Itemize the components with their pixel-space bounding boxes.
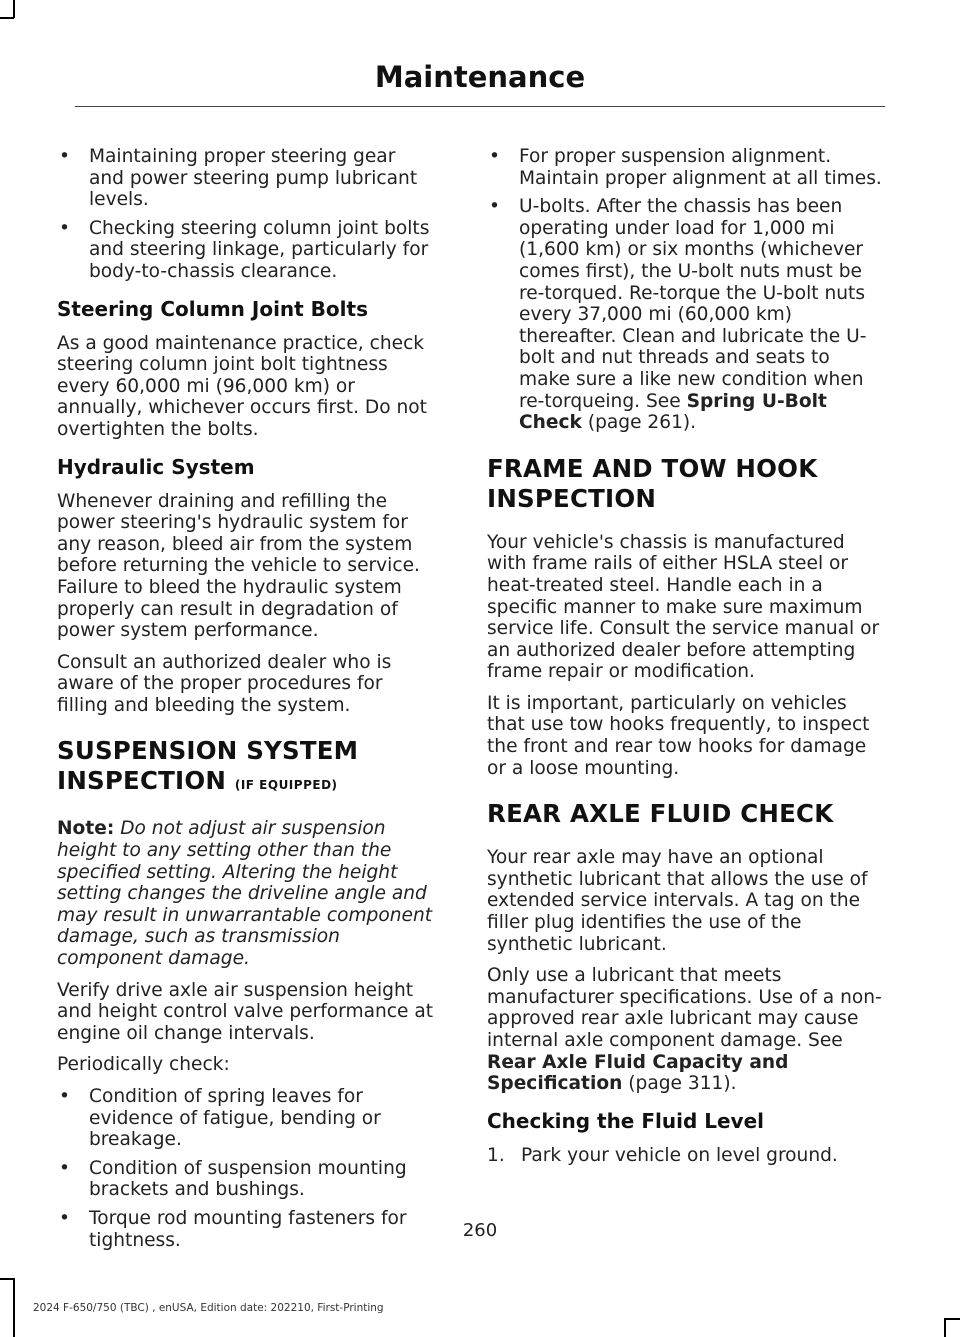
spring-ubolt-link[interactable]: Spring U-Bolt Check [519,390,827,434]
rear-axle-capacity-link[interactable]: Rear Axle Fluid Capacity and Specification [487,1051,789,1095]
hydraulic-paragraph-2: Consult an authorized dealer who is aware of the proper procedures for filling and bleeding the system. [57,651,392,716]
crop-mark-bottom-right-horizontal [944,1318,960,1320]
crop-mark-bottom-left [13,1278,15,1337]
list-item [487,196,882,434]
list-item: • Condition of suspension mounting brackets and bushings. [57,1158,435,1201]
page-title: Maintenance [374,60,586,94]
note-text: Do not adjust air suspension height to any setting other than the specified setting. Altering the height setting changes the driveline angle and may result in unwarrantable component damage, such as transmission component damage. [57,818,433,970]
frame-paragraph-2: It is important, particularly on vehicles that use tow hooks frequently, to inspect the front and rear tow hooks for damage or a loose mounting. [487,692,870,779]
suspension-paragraph: Verify drive axle air suspension height and height control valve performance at engine oil change intervals. [57,979,434,1044]
step-number: 1. [487,1144,505,1166]
suspension-inspection-heading [57,736,435,800]
list-item: • Torque rod mounting fasteners for tightness. [57,1208,435,1251]
right-column [487,146,882,1166]
steering-column-heading: Steering Column Joint Bolts [57,296,368,321]
steering-bullet-list [57,146,435,283]
list-item: • Maintaining proper steering gear and power steering pump lubricant levels. [57,146,435,211]
list-item [487,1145,882,1167]
list-item: • Checking steering column joint bolts and steering linkage, particularly for body-to-chassis clearance. [57,218,435,283]
list-item: • Condition of spring leaves for evidence of fatigue, bending or breakage. [57,1086,435,1151]
ubolt-page-ref: (page 261). [587,412,697,434]
frame-heading-line2: INSPECTION [487,483,657,513]
crop-mark-bottom-left-horizontal [0,1278,14,1280]
page-number: 260 [462,1220,498,1241]
crop-mark-top-left-horizontal [0,17,14,19]
frame-paragraph-1: Your vehicle's chassis is manufactured with frame rails of either HSLA steel or heat-treated steel. Handle each in a specific manner to make sure maximum service life. Consult the service manual or an authorized dealer before attempting frame repair or modification. [487,531,880,683]
left-column [57,146,435,1261]
suspension-heading-line1: SUSPENSION SYSTEM [57,736,359,766]
checking-fluid-heading: Checking the Fluid Level [487,1108,764,1133]
rear-axle-heading: REAR AXLE FLUID CHECK [487,799,834,829]
crop-mark-bottom-right [944,1318,946,1337]
hydraulic-system-heading: Hydraulic System [57,454,255,479]
footer-edition-info: 2024 F-650/750 (TBC) , enUSA, Edition date: 202210, First-Printing [33,1302,384,1314]
crop-mark-top-left [13,0,15,18]
suspension-note [57,818,435,969]
ubolt-text: U-bolts. After the chassis has been operating under load for 1,000 mi (1,600 km) or six months (whichever comes first), the U-bolt nuts must be re-torqued. Re-torque the U-bolt nuts every 37,000 mi (60,000 km) thereafter. Clean and lubricate the U-bolt and nut threads and seats to make sure a like new condition when re-torqueing. See [519,196,867,412]
hydraulic-paragraph-1: Whenever draining and refilling the power steering's hydraulic system for any reason, bleed air from the system before returning the vehicle to service. Failure to bleed the hydraulic system properly can result in degradation of power system performance. [57,490,420,642]
frame-heading-line1: FRAME AND TOW HOOK [487,453,818,483]
step-text: Park your vehicle on level ground. [521,1144,838,1166]
axle-paragraph-1: Your rear axle may have an optional synthetic lubricant that allows the use of extended service intervals. A tag on the filler plug identifies the use of the synthetic lubricant. [487,847,868,955]
note-label: Note: [57,818,115,840]
if-equipped-tag: (IF EQUIPPED) [234,778,338,793]
alignment-bullet-list [487,146,882,434]
list-item: • For proper suspension alignment. Maintain proper alignment at all times. [487,146,882,189]
fluid-steps-list [487,1145,882,1167]
periodically-check-label: Periodically check: [57,1054,230,1076]
suspension-heading-line2: INSPECTION [57,766,227,796]
steering-column-paragraph: As a good maintenance practice, check steering column joint bolt tightness every 60,000 mi (96,000 km) or annually, whichever occurs first. Do not overtighten the bolts. [57,332,427,440]
header-divider [75,106,885,107]
axle-page-ref: (page 311). [628,1073,737,1095]
axle-paragraph-2-text: Only use a lubricant that meets manufacturer specifications. Use of a non-approved rear axle lubricant may cause internal axle component damage. See [487,965,882,1051]
axle-paragraph-2 [487,965,882,1095]
frame-tow-hook-heading [487,454,882,514]
